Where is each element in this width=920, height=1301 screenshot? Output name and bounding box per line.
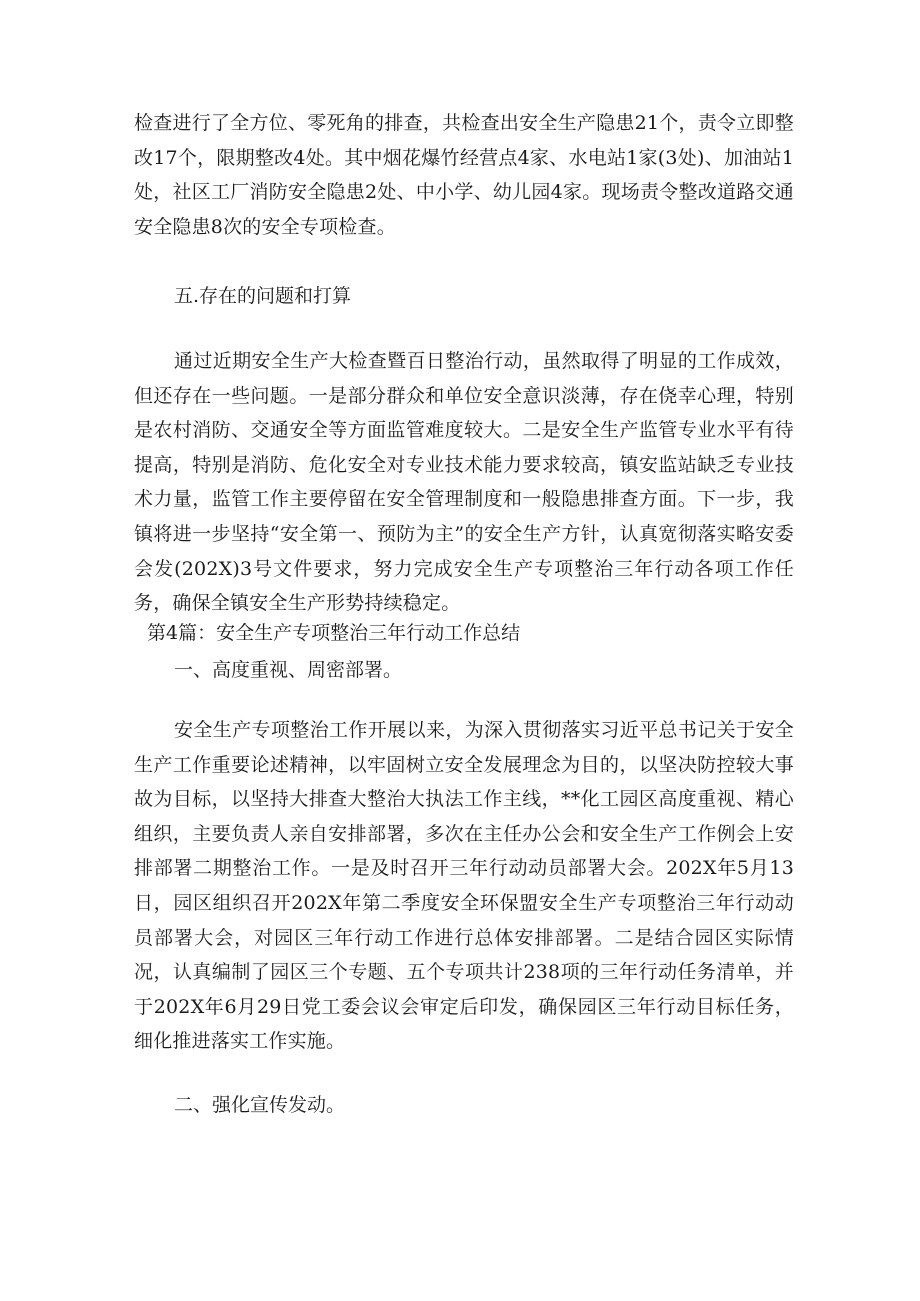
paragraph-inspection-results: 检查进行了全方位、零死角的排查，共检查出安全生产隐患21个，责令立即整改17个，限期整改4处。其中烟花爆竹经营点4家、水电站1家(3处)、加油站1处，社区工厂消防安全隐患2处、中小学、幼儿园4家。现场责令整改道路交通安全隐患8次的安全专项检查。 [134,112,794,238]
article-title-4: 第4篇：安全生产专项整治三年行动工作总结 [147,622,521,644]
paragraph-problems-and-plans: 通过近期安全生产大检查暨百日整治行动，虽然取得了明显的工作成效，但还存在一些问题。一是部分群众和单位安全意识淡薄，存在侥幸心理，特别是农村消防、交通安全等方面监管难度较大。二是安全生产监管专业水平有待提高，特别是消防、危化安全对专业技术能力要求较高，镇安监站缺乏专业技术力量，监管工作主要停留在安全管理制度和一般隐患排查方面。下一步，我镇将进一步坚持“安全第一、预防为主”的安全生产方针，认真宽彻落实略安委会发(202X)3号文件要求，努力完成安全生产专项整治三年行动各项工作任务，确保全镇安全生产形势持续稳定。 [134,350,794,615]
subheading-publicity: 二、强化宣传发动。 [174,1094,346,1116]
paragraph-deployment-details: 安全生产专项整治工作开展以来，为深入贯彻落实习近平总书记关于安全生产工作重要论述精神，以牢固树立安全发展理念为目的，以坚决防控较大事故为目标，以坚持大排查大整治大执法工作主线，**化工园区高度重视、精心组织，主要负责人亲自安排部署，多次在主任办公会和安全生产工作例会上安排部署二期整治工作。一是及时召开三年行动动员部署大会。202X年5月13日，园区组织召开202X年第二季度安全环保盟安全生产专项整治三年行动动员部署大会，对园区三年行动工作进行总体安排部署。二是结合园区实际情况，认真编制了园区三个专题、五个专项共计238项的三年行动任务清单，并于202X年6月29日党工委会议会审定后印发，确保园区三年行动目标任务，细化推进落实工作实施。 [134,719,794,1053]
section-heading-problems: 五.存在的问题和打算 [174,285,352,307]
subheading-attention-deployment: 一、高度重视、周密部署。 [174,659,403,681]
